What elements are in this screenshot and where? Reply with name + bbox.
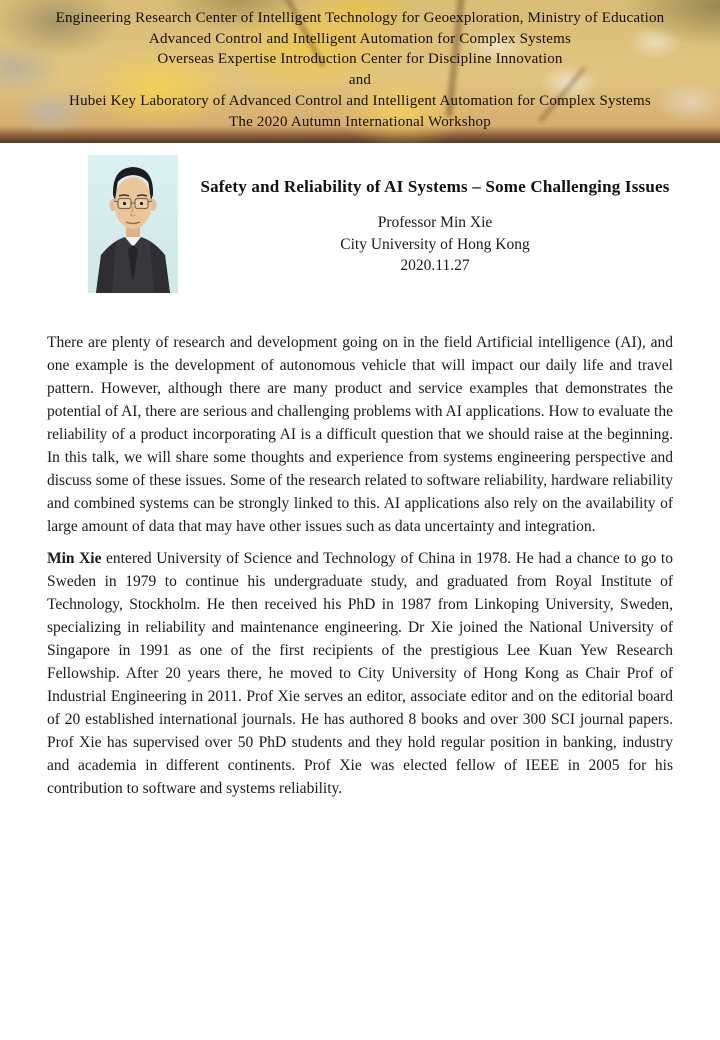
banner-line-6: The 2020 Autumn International Workshop xyxy=(229,113,491,130)
banner-line-2: Advanced Control and Intelligent Automation for Complex Systems xyxy=(148,30,572,47)
banner-text xyxy=(0,0,720,132)
talk-title: Safety and Reliability of AI Systems – Some Challenging Issues xyxy=(200,177,670,196)
banner-line-4: and xyxy=(348,72,372,89)
title-block xyxy=(185,177,685,277)
banner xyxy=(0,0,720,143)
banner-line-1: Engineering Research Center of Intelligent Technology for Geoexploration, Ministry of Education xyxy=(55,10,665,26)
abstract-paragraph: There are plenty of research and development going on in the field Artificial intelligence (AI), and one example is the development of autonomous vehicle that will impact our daily life and travel pattern. However, although there are many product and service examples that demonstrates the potential of AI, there are serious and challenging problems with AI applications. How to evaluate the reliability of a product incorporating AI is a difficult question that we should raise at the beginning. In this talk, we will share some thoughts and experience from systems engineering perspective and discuss some of these issues. Some of the research related to software reliability, hardware reliability and combined systems can be strongly linked to this. AI applications also rely on the availability of large amount of data that may have other issues such as data uncertainty and integration. xyxy=(47,334,673,535)
bio-body-text: entered University of Science and Technology of China in 1978. He had a chance to go to Sweden in 1979 to continue his undergraduate study, and graduated from Royal Institute of Technology, Stockholm. He then received his PhD in 1987 from Linkoping University, Sweden, specializing in reliability and maintenance engineering. Dr Xie joined the National University of Singapore in 1991 as one of the first recipients of the prestigious Lee Kuan Yew Research Fellowship. After 20 years there, he moved to City University of Hong Kong as Chair Prof of Industrial Engineering in 2011. Prof Xie serves an editor, associate editor and on the editorial board of 20 established international journals. He has authored 8 books and over 300 SCI journal papers. Prof Xie has supervised over 50 PhD students and they hold regular position in banking, industry and academia in different continents. Prof Xie was elected fellow of IEEE in 2005 for his contribution to software and systems reliability. xyxy=(47,550,673,797)
talk-date: 2020.11.27 xyxy=(400,257,470,274)
portrait-illustration xyxy=(88,155,178,293)
speaker-lines xyxy=(185,212,685,277)
speaker-affiliation: City University of Hong Kong xyxy=(340,235,530,253)
bio-paragraph xyxy=(47,547,673,800)
body-text xyxy=(47,331,673,800)
banner-line-3: Overseas Expertise Introduction Center for Discipline Innovation xyxy=(157,51,563,68)
speaker-name: Professor Min Xie xyxy=(377,214,493,231)
speaker-portrait-photo xyxy=(88,155,178,293)
bio-lead-name: Min Xie xyxy=(47,550,102,567)
banner-line-5: Hubei Key Laboratory of Advanced Control and Intelligent Automation for Complex Systems xyxy=(69,92,651,109)
